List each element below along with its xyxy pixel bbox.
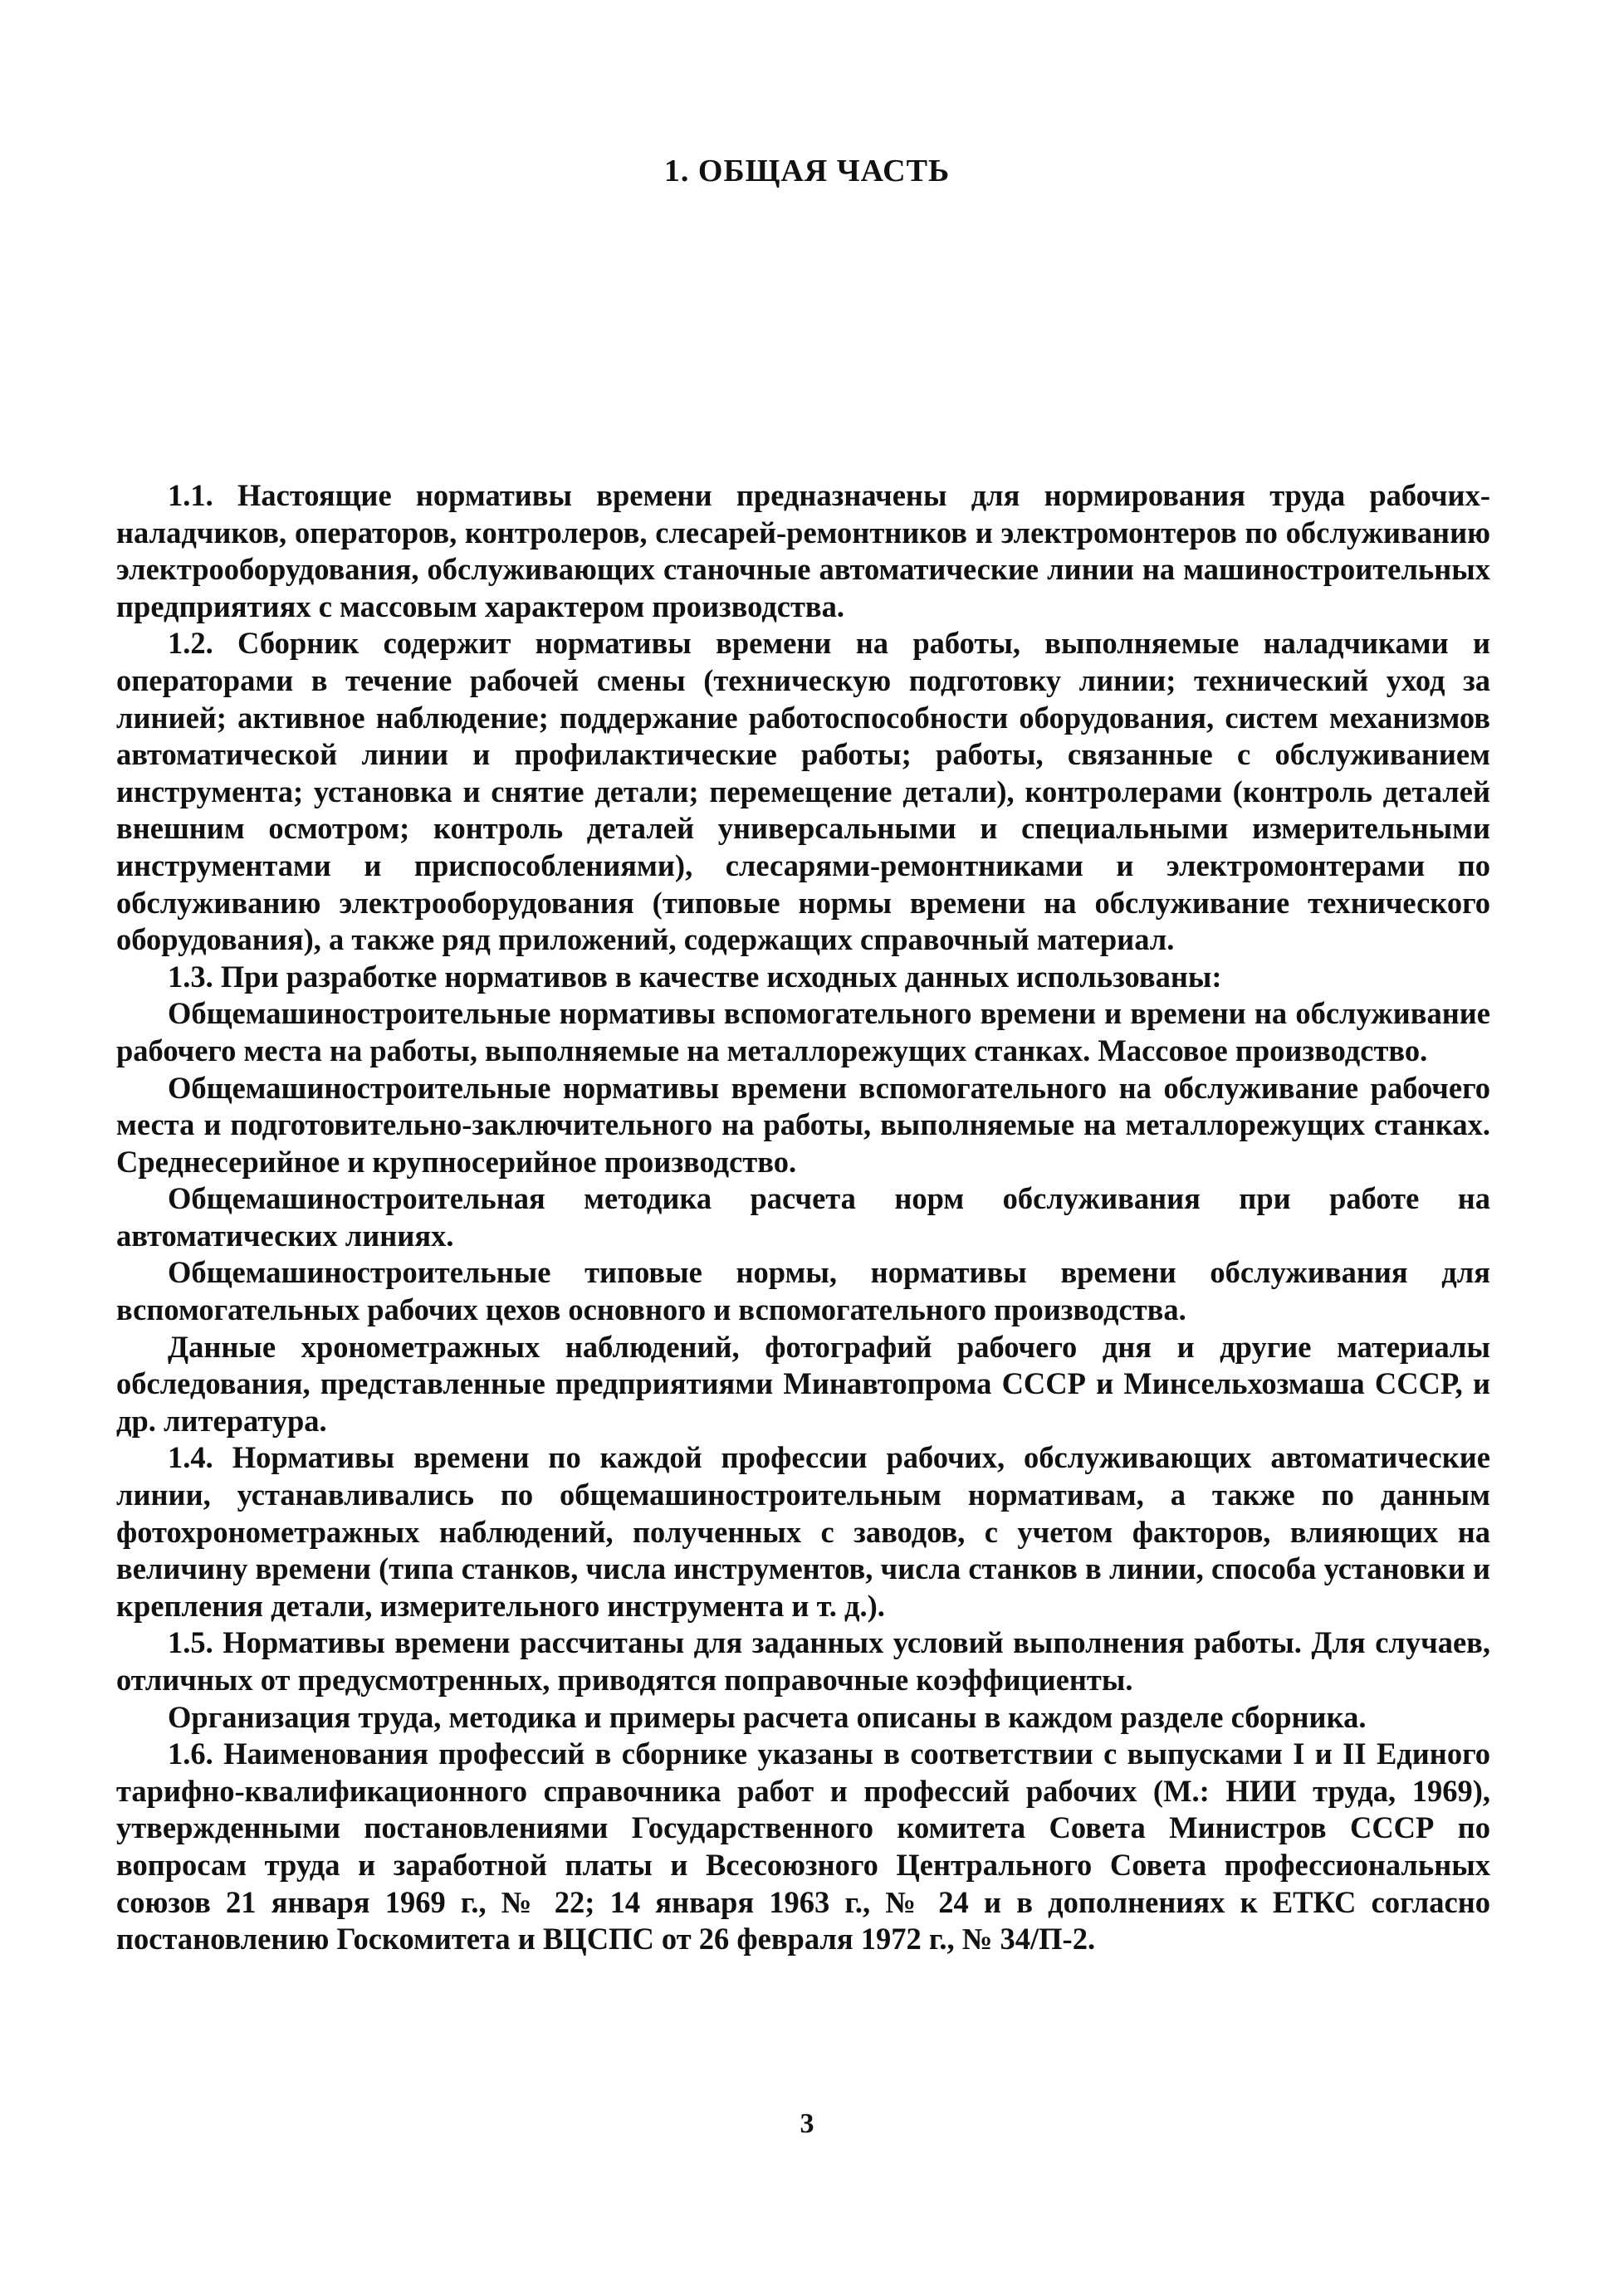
paragraph-1-4: 1.4. Нормативы времени по каждой профессии рабочих, обслуживающих автоматические линии, устанавливались по общемашиностроительным нормативам, а также по данным фотохронометражных наблюдений, полученных с заводов, с учетом факторов, влияющих на величину времени (типа станков, числа инструментов, числа станков в линии, способа установки и крепления детали, измерительного инструмента и т. д.). — [116, 1440, 1490, 1623]
paragraph-1-1: 1.1. Настоящие нормативы времени предназначены для нормирования труда рабочих-наладчиков, операторов, контролеров, слесарей-ремонтников и электромонтеров по обслуживанию электрооборудования, обслуживающих станочные автоматические линии на машиностроительных предприятиях с массовым характером производства. — [116, 478, 1490, 623]
paragraph-source-5: Данные хронометражных наблюдений, фотографий рабочего дня и другие материалы обследования, представленные предприятиями Минавтопрома СССР и Минсельхозмаша СССР, и др. литература. — [116, 1329, 1490, 1438]
body-text — [116, 477, 1490, 1958]
paragraph-1-3: 1.3. При разработке нормативов в качестве исходных данных использованы: — [168, 959, 1222, 994]
section-title: 1. ОБЩАЯ ЧАСТЬ — [663, 154, 951, 188]
page-number: 3 — [800, 2108, 814, 2139]
paragraph-1-5: 1.5. Нормативы времени рассчитаны для заданных условий выполнения работы. Для случаев, отличных от предусмотренных, приводятся поправочные коэффициенты. — [116, 1625, 1490, 1697]
paragraph-source-3: Общемашиностроительная методика расчета норм обслуживания при работе на автоматических линиях. — [116, 1181, 1490, 1253]
paragraph-1-2: 1.2. Сборник содержит нормативы времени на работы, выполняемые наладчиками и операторами в течение рабочей смены (техническую подготовку линии; технический уход за линией; активное наблюдение; поддержание работоспособности оборудования, систем механизмов автоматической линии и профилактические работы; работы, связанные с обслуживанием инструмента; установка и снятие детали; перемещение детали), контролерами (контроль деталей внешним осмотром; контроль деталей универсальными и специальными измерительными инструментами и приспособлениями), слесарями-ремонтниками и электромонтерами по обслуживанию электрооборудования (типовые нормы времени на обслуживание технического оборудования), а также ряд приложений, содержащих справочный материал. — [116, 626, 1490, 957]
paragraph-source-2: Общемашиностроительные нормативы времени вспомогательного на обслуживание рабочего места и подготовительно-заключительного на работы, выполняемые на металлорежущих станках. Среднесерийное и крупносерийное производство. — [116, 1070, 1490, 1179]
paragraph-organization: Организация труда, методика и примеры расчета описаны в каждом разделе сборника. — [168, 1699, 1367, 1734]
paragraph-1-6: 1.6. Наименования профессий в сборнике указаны в соответствии с выпусками I и II Единого тарифно-квалификационного справочника работ и профессий рабочих (М.: НИИ труда, 1969), утвержденными постановлениями Государственного комитета Совета Министров СССР по вопросам труда и заработной платы и Всесоюзного Центрального Совета профессиональных союзов 21 января 1969 г., № 22; 14 января 1963 г., № 24 и в дополнениях к ЕТКС согласно постановлению Госкомитета и ВЦСПС от 26 февраля 1972 г., № 34/П-2. — [116, 1737, 1490, 1956]
paragraph-source-1: Общемашиностроительные нормативы вспомогательного времени и времени на обслуживание рабочего места на работы, выполняемые на металлорежущих станках. Массовое производство. — [116, 996, 1490, 1067]
paragraph-source-4: Общемашиностроительные типовые нормы, нормативы времени обслуживания для вспомогательных рабочих цехов основного и вспомогательного производства. — [116, 1255, 1490, 1327]
